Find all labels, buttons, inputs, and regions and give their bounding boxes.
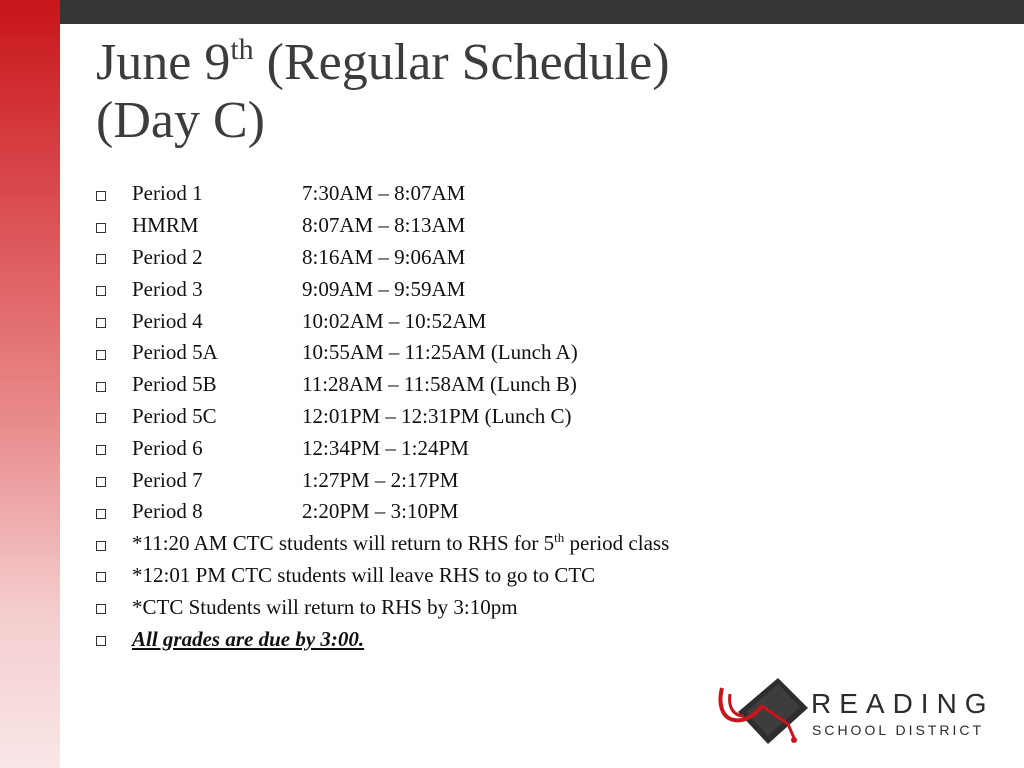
period-time: 10:55AM – 11:25AM (Lunch A): [302, 340, 578, 365]
period-time: 8:16AM – 9:06AM: [302, 244, 466, 269]
square-bullet-icon: [96, 604, 106, 614]
period-time: 10:02AM – 10:52AM: [302, 308, 487, 333]
period-time: 11:28AM – 11:58AM (Lunch B): [302, 372, 577, 397]
note-ctc-return: [96, 528, 976, 560]
period-name: Period 5B: [132, 372, 217, 397]
schedule-row: [96, 273, 976, 305]
note-text: [132, 531, 669, 556]
period-name: Period 8: [132, 499, 203, 524]
grades-due-text: All grades are due by 3:00.: [132, 626, 365, 651]
schedule-row: [96, 337, 976, 369]
schedule-row: [96, 496, 976, 528]
note-grades-due: [96, 623, 976, 655]
schedule-list: [96, 178, 976, 655]
square-bullet-icon: [96, 318, 106, 328]
period-name: Period 5A: [132, 340, 218, 365]
square-bullet-icon: [96, 254, 106, 264]
title-day: (Day C): [96, 92, 265, 149]
district-logo: [716, 674, 995, 746]
square-bullet-icon: [96, 509, 106, 519]
square-bullet-icon: [96, 223, 106, 233]
note-text-part: period class: [564, 531, 670, 556]
logo-word: READING: [811, 688, 995, 719]
top-accent-bar: [60, 0, 1024, 24]
schedule-row: [96, 242, 976, 274]
note-ctc-back: [96, 591, 976, 623]
period-name: Period 3: [132, 276, 203, 301]
square-bullet-icon: [96, 636, 106, 646]
left-accent-bar: [0, 0, 60, 768]
note-text: *12:01 PM CTC students will leave RHS to go to CTC: [132, 562, 596, 587]
period-name: Period 2: [132, 244, 203, 269]
period-time: 9:09AM – 9:59AM: [302, 276, 466, 301]
schedule-row: [96, 432, 976, 464]
period-time: 12:34PM – 1:24PM: [302, 435, 469, 460]
period-time: 1:27PM – 2:17PM: [302, 467, 459, 492]
period-name: Period 1: [132, 181, 203, 206]
title-date: June 9: [96, 34, 231, 91]
schedule-row: [96, 178, 976, 210]
period-name: Period 5C: [132, 403, 217, 428]
square-bullet-icon: [96, 286, 106, 296]
square-bullet-icon: [96, 541, 106, 551]
schedule-row: [96, 464, 976, 496]
square-bullet-icon: [96, 382, 106, 392]
period-name: Period 7: [132, 467, 203, 492]
slide-title: [96, 34, 996, 150]
graduation-cap-icon: [716, 674, 808, 746]
schedule-row: [96, 305, 976, 337]
schedule-row: [96, 401, 976, 433]
square-bullet-icon: [96, 572, 106, 582]
square-bullet-icon: [96, 413, 106, 423]
note-text-part: *11:20 AM CTC students will return to RHS for 5: [132, 531, 555, 556]
note-ctc-leave: [96, 560, 976, 592]
period-name: Period 4: [132, 308, 203, 333]
ordinal-suffix: th: [554, 530, 565, 546]
title-date-suffix: th: [230, 33, 254, 66]
period-time: 12:01PM – 12:31PM (Lunch C): [302, 403, 572, 428]
schedule-row: [96, 369, 976, 401]
logo-subtitle: SCHOOL DISTRICT: [812, 722, 985, 738]
square-bullet-icon: [96, 445, 106, 455]
period-time: 7:30AM – 8:07AM: [302, 181, 466, 206]
square-bullet-icon: [96, 350, 106, 360]
note-text: *CTC Students will return to RHS by 3:10pm: [132, 594, 518, 619]
period-time: 2:20PM – 3:10PM: [302, 499, 459, 524]
square-bullet-icon: [96, 477, 106, 487]
title-schedule-type: (Regular Schedule): [253, 34, 670, 91]
period-name: HMRM: [132, 213, 199, 238]
period-name: Period 6: [132, 435, 203, 460]
schedule-row: [96, 210, 976, 242]
period-time: 8:07AM – 8:13AM: [302, 213, 466, 238]
square-bullet-icon: [96, 191, 106, 201]
